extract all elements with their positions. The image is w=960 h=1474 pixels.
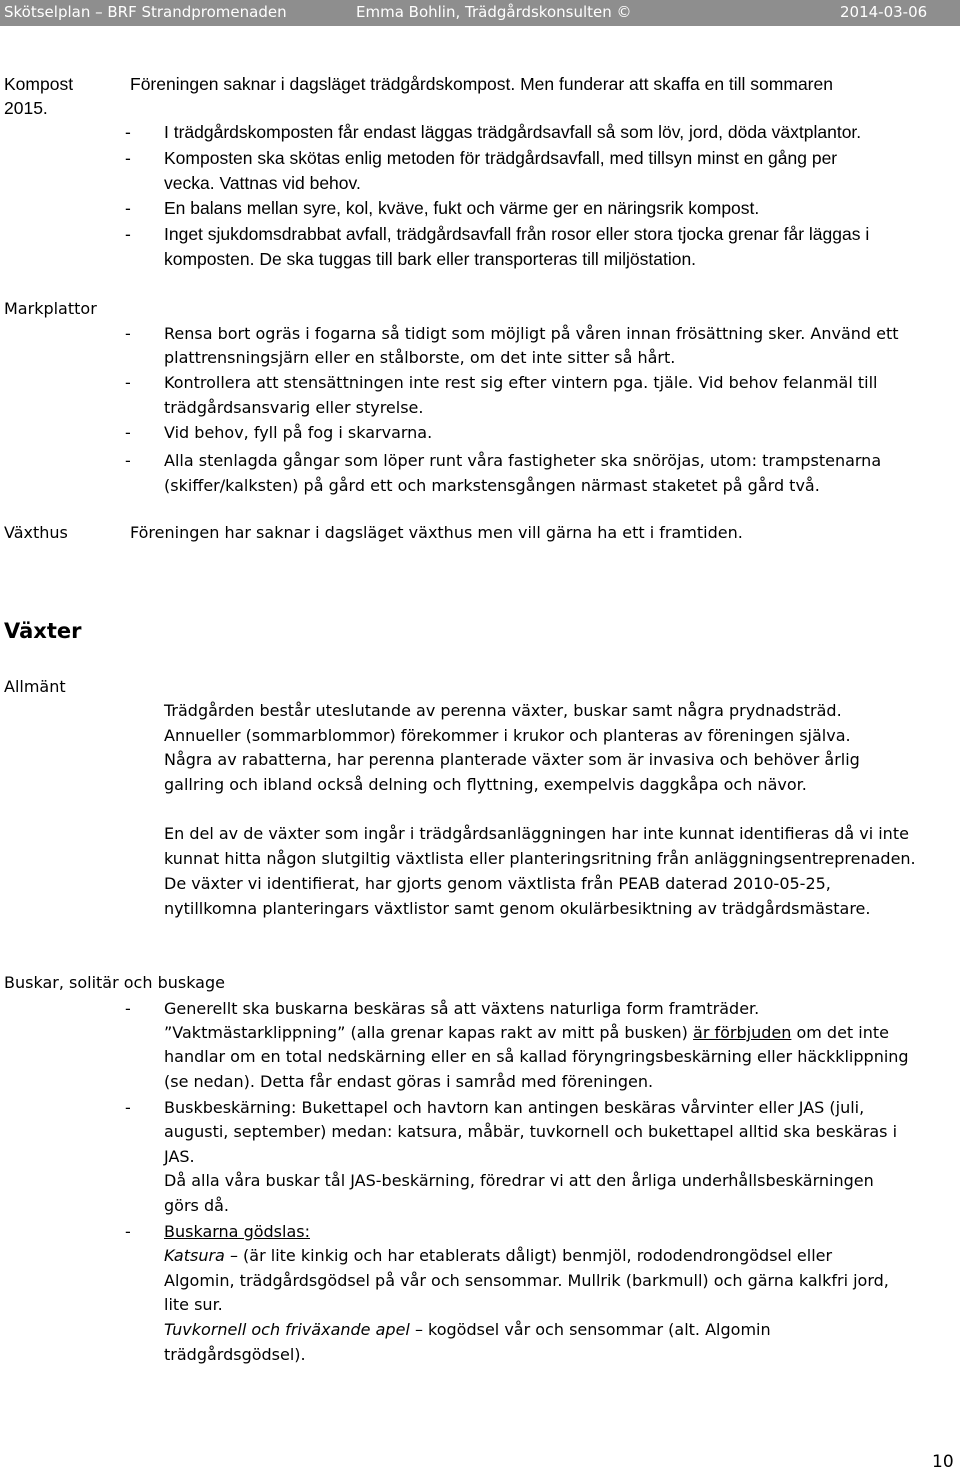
buskar-bullet-1-line-2	[164, 1021, 889, 1045]
kompost-intro: Föreningen saknar i dagsläget trädgårdskompost. Men funderar att skaffa en till sommaren	[130, 74, 833, 94]
allmant-p2-line-2: kunnat hitta någon slutgiltig växtlista eller planteringsritning från anläggningsentreprenaden.	[164, 849, 916, 868]
tuvkornell-text: – kogödsel vår och sensommar (alt. Algomin	[409, 1320, 771, 1339]
markplattor-bullet-3: Vid behov, fyll på fog i skarvarna.	[164, 423, 433, 442]
allmant-p1-line-2: Annueller (sommarblommor) förekommer i krukor och planteras av föreningen själva.	[164, 726, 851, 745]
buskar-bullet-3-line-2: Algomin, trädgårdsgödsel på vår och sensommar. Mullrik (barkmull) och gärna kalkfri jord,	[164, 1271, 889, 1290]
kompost-bullet-2-line-2: vecka. Vattnas vid behov.	[164, 173, 361, 193]
markplattor-bullet-2-line-2: trädgårdsansvarig eller styrelse.	[164, 398, 424, 417]
buskar-bullet-3-line-3: lite sur.	[164, 1295, 223, 1314]
buskar-bullet-2-line-5: görs då.	[164, 1196, 229, 1215]
vaxthus-text: Föreningen har saknar i dagsläget växthus men vill gärna ha ett i framtiden.	[130, 523, 743, 542]
vaxthus-label: Växthus	[4, 523, 68, 542]
kompost-bullet-1: I trädgårdskomposten får endast läggas trädgårdsavfall så som löv, jord, döda växtplantor.	[164, 122, 862, 142]
bullet-dash: -	[125, 224, 131, 244]
bullet-dash: -	[125, 1222, 131, 1241]
markplattor-bullet-2-line-1: Kontrollera att stensättningen inte rest sig efter vintern pga. tjäle. Vid behov felanmäl till	[164, 373, 878, 392]
buskar-bullet-3-line-5: trädgårdsgödsel).	[164, 1345, 306, 1364]
buskar-bullet-2-line-3: JAS.	[164, 1147, 195, 1166]
header-author: Emma Bohlin, Trädgårdskonsulten ©	[356, 3, 632, 21]
vaktmastarklippning-text: ”Vaktmästarklippning” (alla grenar kapas rakt av mitt på busken)	[164, 1023, 688, 1042]
header-date: 2014-03-06	[840, 3, 928, 21]
bullet-dash: -	[125, 1098, 131, 1117]
allmant-p1-line-1: Trädgården består uteslutande av perenna växter, buskar samt några prydnadsträd.	[164, 701, 842, 720]
kompost-bullet-2-line-1: Komposten ska skötas enlig metoden för trädgårdsavfall, med tillsyn minst en gång per	[164, 148, 838, 168]
forbjuden-text: är förbjuden	[693, 1023, 792, 1042]
page-number: 10	[932, 1452, 954, 1472]
katsura-name: Katsura	[164, 1246, 225, 1265]
markplattor-bullet-1-line-2: plattrensningsjärn eller en stålborste, om det inte sitter så hårt.	[164, 348, 676, 367]
markplattor-label: Markplattor	[4, 299, 97, 318]
bullet-dash: -	[125, 324, 131, 343]
bullet-dash: -	[125, 423, 131, 442]
katsura-text: – (är lite kinkig och har etablerats dåligt) benmjöl, rododendrongödsel eller	[224, 1246, 833, 1265]
buskar-bullet-1-line-4: (se nedan). Detta får endast göras i samråd med föreningen.	[164, 1072, 654, 1091]
bullet-dash: -	[125, 451, 131, 470]
kompost-bullet-4-line-1: Inget sjukdomsdrabbat avfall, trädgårdsavfall från rosor eller stora tjocka grenar får läggas i	[164, 224, 870, 244]
allmant-label: Allmänt	[4, 677, 66, 696]
kompost-label: Kompost	[4, 74, 74, 94]
kompost-bullet-4-line-2: komposten. De ska tuggas till bark eller transporteras till miljöstation.	[164, 249, 697, 269]
buskar-label: Buskar, solitär och buskage	[4, 973, 225, 992]
bullet-dash: -	[125, 148, 131, 168]
bullet-dash: -	[125, 999, 131, 1018]
page-header	[0, 0, 960, 26]
allmant-p2-line-1: En del av de växter som ingår i trädgårdsanläggningen har inte kunnat identifieras då vi inte	[164, 824, 909, 843]
allmant-p1-line-3: Några av rabatterna, har perenna planterade växter som är invasiva och behöver årlig	[164, 750, 860, 769]
buskar-bullet-1: Generellt ska buskarna beskäras så att växtens naturliga form framträder.	[164, 999, 760, 1018]
bullet-dash: -	[125, 122, 131, 142]
markplattor-bullet-4-line-2: (skiffer/kalksten) på gård ett och markstensgången närmast staketet på gård två.	[164, 476, 820, 495]
markplattor-bullet-1-line-1: Rensa bort ogräs i fogarna så tidigt som möjligt på våren innan frösättning sker. Använd ett	[164, 324, 899, 343]
tuvkornell-line	[164, 1318, 771, 1342]
markplattor-bullet-4-line-1: Alla stenlagda gångar som löper runt våra fastigheter ska snöröjas, utom: trampstenarna	[164, 451, 882, 470]
buskar-bullet-2-line-4: Då alla våra buskar tål JAS-beskärning, föredrar vi att den årliga underhållsbeskärningen	[164, 1171, 874, 1190]
header-title: Skötselplan – BRF Strandpromenaden	[4, 3, 287, 21]
katsura-line	[164, 1244, 832, 1268]
om-det-inte-text: om det inte	[796, 1023, 889, 1042]
kompost-label-year: 2015.	[4, 98, 48, 118]
section-heading-vaxter: Växter	[4, 619, 82, 643]
buskar-godslas-heading: Buskarna gödslas:	[164, 1222, 310, 1241]
allmant-p1-line-4: gallring och ibland också delning och flyttning, exempelvis daggkåpa och nävor.	[164, 775, 807, 794]
allmant-p2-line-4: nytillkomna planteringars växtlistor samt genom okulärbesiktning av trädgårdsmästare.	[164, 899, 871, 918]
buskar-bullet-1-line-3: handlar om en total nedskärning eller en så kallad föryngringsbeskärning eller häckklippning	[164, 1047, 909, 1066]
buskar-bullet-2-line-2: augusti, september) medan: katsura, måbär, tuvkornell och bukettapel alltid ska beskäras i	[164, 1122, 898, 1141]
tuvkornell-name: Tuvkornell och friväxande apel	[164, 1320, 410, 1339]
buskar-bullet-2-line-1: Buskbeskärning: Bukettapel och havtorn kan antingen beskäras vårvinter eller JAS (juli,	[164, 1098, 865, 1117]
bullet-dash: -	[125, 198, 131, 218]
kompost-bullet-3: En balans mellan syre, kol, kväve, fukt och värme ger en näringsrik kompost.	[164, 198, 760, 218]
bullet-dash: -	[125, 373, 131, 392]
allmant-p2-line-3: De växter vi identifierat, har gjorts genom växtlista från PEAB daterad 2010-05-25,	[164, 874, 831, 893]
